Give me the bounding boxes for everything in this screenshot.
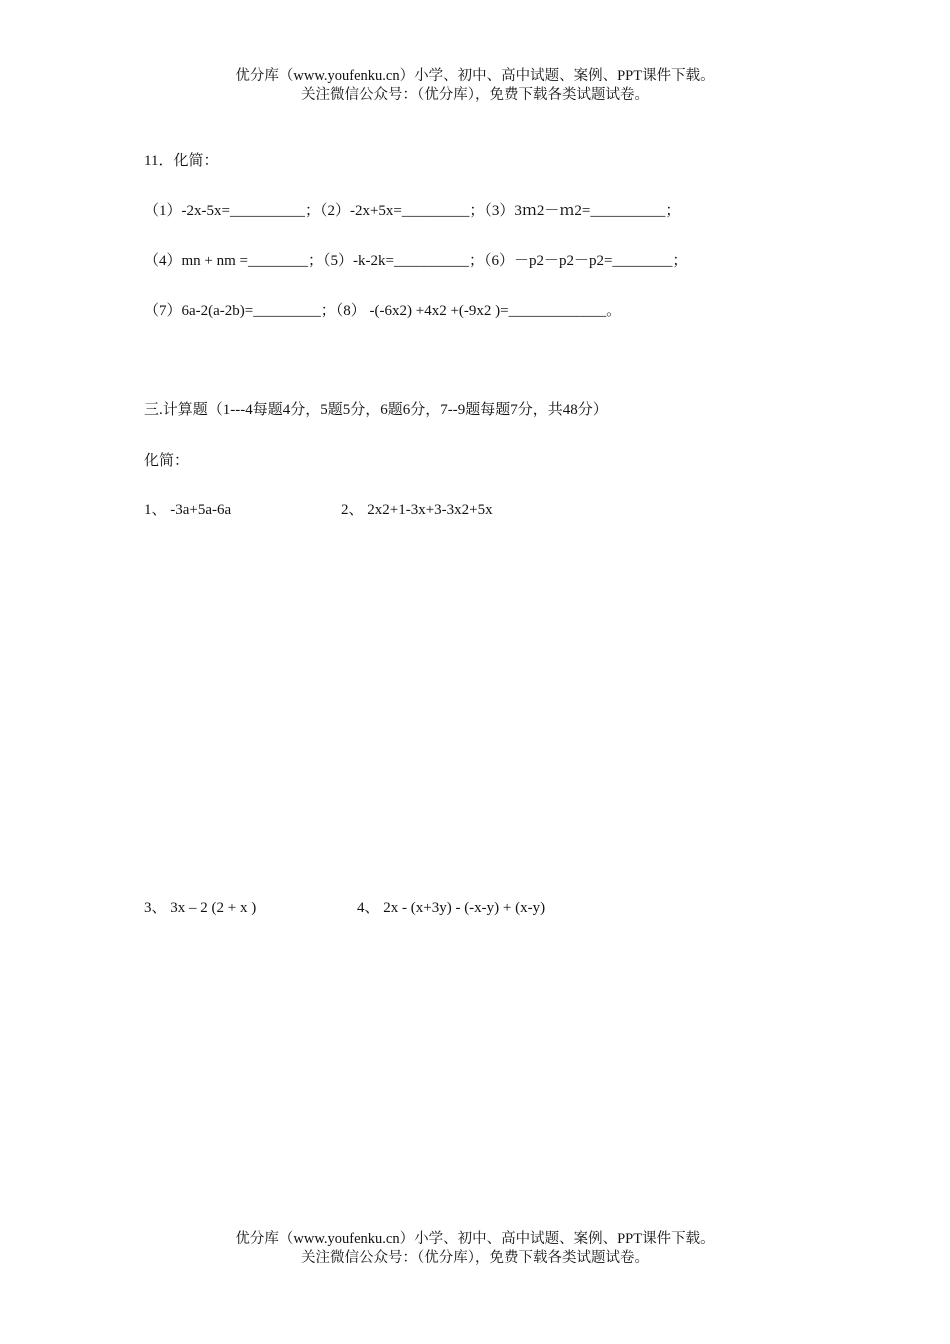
page-header: [0, 67, 950, 105]
question-11-row-1: （1）-2x-5x=__________；（2）-2x+5x=_________；（3）3ｍ2－ｍ2=__________；: [144, 203, 681, 219]
problem-4: 4、 2x - (x+3y) - (-x-y) + (x-y): [357, 900, 546, 916]
question-11-title: 11．化简：: [144, 153, 219, 169]
footer-line-1: 优分库（www.youfenku.cn）小学、初中、高中试题、案例、PPT课件下载。: [235, 1231, 715, 1247]
section-3-title: 三.计算题（1---4每题4分，5题5分，6题6分，7--9题每题7分，共48分）: [144, 402, 608, 418]
question-11-row-2: （4）mn + nm =________；（5）-k-2k=__________；（6）－p2－p2－p2=________；: [144, 253, 688, 269]
problem-1: 1、 -3a+5a-6a: [144, 502, 232, 518]
simplify-label: 化简：: [144, 453, 190, 469]
question-11-row-3: （7）6a-2(a-2b)=_________；（8） -(-6x2) +4x2 +(-9x2 )=_____________。: [144, 303, 622, 319]
problem-2: 2、 2x2+1-3x+3-3x2+5x: [341, 502, 493, 518]
page-footer: [0, 1230, 950, 1268]
header-line-1: 优分库（www.youfenku.cn）小学、初中、高中试题、案例、PPT课件下载。: [235, 68, 715, 84]
problem-3: 3、 3x – 2 (2 + x ): [144, 900, 257, 916]
footer-line-2: 关注微信公众号：（优分库），免费下载各类试题试卷。: [301, 1250, 649, 1266]
header-line-2: 关注微信公众号：（优分库），免费下载各类试题试卷。: [301, 87, 649, 103]
